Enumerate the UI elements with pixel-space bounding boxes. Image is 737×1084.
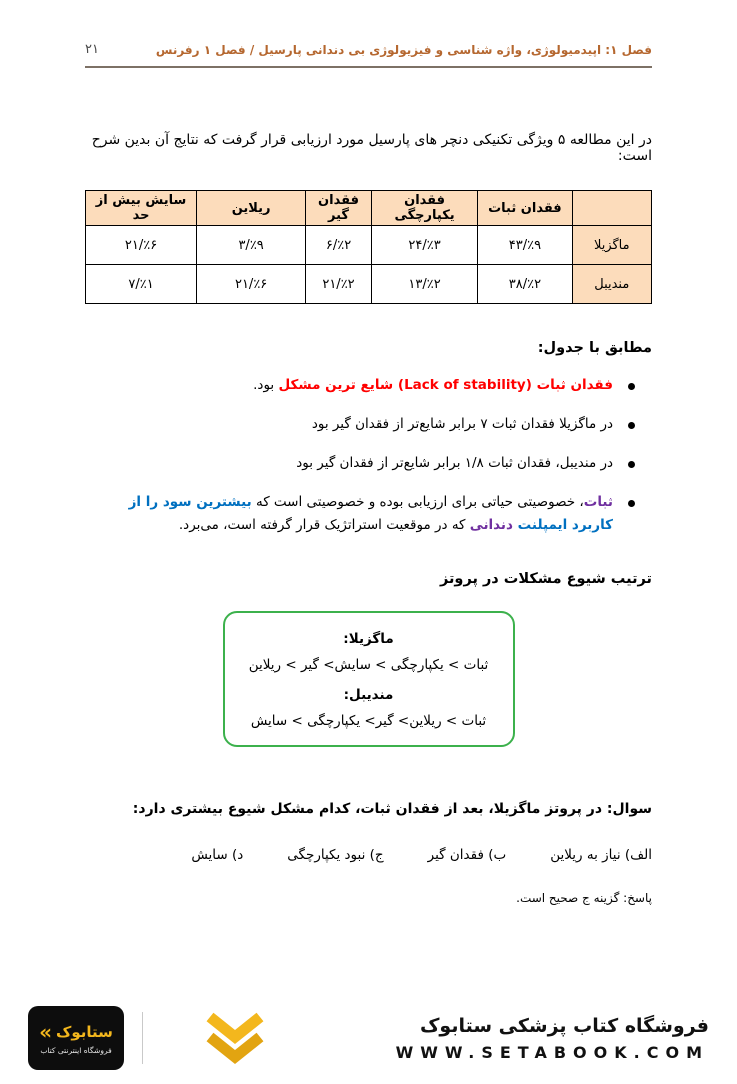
footer-divider bbox=[142, 1012, 143, 1064]
col-header-integrity: فقدان یکپارچگی bbox=[371, 191, 477, 226]
logo-box bbox=[28, 1006, 124, 1070]
page-header bbox=[85, 42, 652, 68]
finding-highlight-red: فقدان ثبات (Lack of stability) شایع ترین مشکل bbox=[278, 377, 613, 393]
finding-highlight-blue: بیشترین سود را از کاربرد ایمپلنت bbox=[128, 493, 613, 533]
value-cell: ۲۱/٪۶ bbox=[197, 265, 306, 304]
value-cell: ۲۴/٪۳ bbox=[371, 226, 477, 265]
finding-item bbox=[85, 374, 637, 397]
row-label: مندیبل bbox=[572, 265, 651, 304]
website-url: WWW.SETABOOK.COM bbox=[395, 1042, 709, 1062]
value-cell: ۴۳/٪۹ bbox=[478, 226, 572, 265]
value-cell: ۱۳/٪۲ bbox=[371, 265, 477, 304]
col-header-retention: فقدان گیر bbox=[306, 191, 372, 226]
table-header-row bbox=[86, 191, 652, 226]
logo-name: ستابوک bbox=[56, 1022, 113, 1041]
value-cell: ۷/٪۱ bbox=[86, 265, 197, 304]
page-number: ۲۱ bbox=[85, 42, 99, 57]
options-row bbox=[85, 847, 652, 863]
value-cell: ۶/٪۲ bbox=[306, 226, 372, 265]
according-heading: مطابق با جدول: bbox=[537, 340, 652, 356]
finding-text: ، خصوصیتی حیاتی برای ارزیابی بوده و خصوصیتی است که bbox=[251, 493, 584, 510]
finding-item bbox=[85, 491, 637, 537]
chapter-title: فصل ۱: اپیدمیولوژی، واژه شناسی و فیزیولوژی بی دندانی پارسیل / فصل ۱ رفرنس bbox=[155, 43, 652, 57]
option-c: ج) نبود یکپارچگی bbox=[287, 846, 384, 863]
order-heading: ترتیب شیوع مشکلات در پروتز bbox=[439, 570, 652, 587]
finding-item: در مندیبل، فقدان ثبات ۱/۸ برابر شایع‌تر از فقدان گیر بود bbox=[85, 452, 637, 475]
table-row-mandible bbox=[86, 265, 652, 304]
value-cell: ۳/٪۹ bbox=[197, 226, 306, 265]
prevalence-table bbox=[85, 190, 652, 304]
maxilla-order: ثبات > یکپارچگی > سایش> گیر > ریلاین bbox=[248, 656, 489, 673]
intro-paragraph: در این مطالعه ۵ ویژگی تکنیکی دنچر های پارسیل مورد ارزیابی قرار گرفت که نتایج آن بدین شرح است: bbox=[91, 132, 652, 164]
setabook-mark-icon bbox=[203, 1010, 267, 1066]
logo-row bbox=[39, 1019, 113, 1044]
row-label: ماگزیلا bbox=[572, 226, 651, 265]
book-page bbox=[0, 42, 737, 1084]
finding-text: بود. bbox=[253, 377, 279, 393]
footer-text-block bbox=[396, 1015, 709, 1062]
finding-text: که در موقعیت استراتژیک قرار گرفته است، می‌برد. bbox=[178, 516, 470, 533]
question-text: سوال: در پروتز ماگزیلا، بعد از فقدان ثبات، کدام مشکل شیوع بیشتری دارد: bbox=[132, 800, 652, 817]
finding-item: در ماگزیلا فقدان ثبات ۷ برابر شایع‌تر از فقدان گیر بود bbox=[85, 413, 637, 436]
col-header-wear: سایش بیش از حد bbox=[86, 191, 197, 226]
option-d: د) سایش bbox=[191, 846, 244, 863]
order-box bbox=[223, 611, 515, 747]
logo-caption: فروشگاه اینترنتی کتاب bbox=[40, 1045, 112, 1055]
value-cell: ۲۱/٪۶ bbox=[86, 226, 197, 265]
value-cell: ۳۸/٪۲ bbox=[478, 265, 572, 304]
maxilla-label: ماگزیلا: bbox=[343, 630, 394, 647]
col-header-stability: فقدان ثبات bbox=[478, 191, 572, 226]
table-corner-cell bbox=[572, 191, 651, 226]
finding-highlight-purple: ثبات bbox=[583, 493, 613, 510]
table-row-maxilla bbox=[86, 226, 652, 265]
store-name: فروشگاه کتاب پزشکی ستابوک bbox=[419, 1014, 709, 1037]
mandible-order: ثبات > ریلاین> گیر> یکپارچگی > سایش bbox=[250, 712, 487, 729]
setabook-logo bbox=[28, 1006, 267, 1070]
findings-list bbox=[85, 374, 637, 537]
option-a: الف) نیاز به ریلاین bbox=[550, 846, 652, 863]
option-b: ب) فقدان گیر bbox=[427, 846, 507, 863]
double-chevron-icon: « bbox=[39, 1019, 52, 1044]
mandible-label: مندیبل: bbox=[343, 686, 394, 703]
value-cell: ۲۱/٪۲ bbox=[306, 265, 372, 304]
answer-text: پاسخ: گزینه ج صحیح است. bbox=[516, 890, 652, 905]
footer bbox=[0, 1002, 737, 1084]
col-header-reline: ریلاین bbox=[197, 191, 306, 226]
finding-highlight-purple: دندانی bbox=[469, 516, 513, 533]
